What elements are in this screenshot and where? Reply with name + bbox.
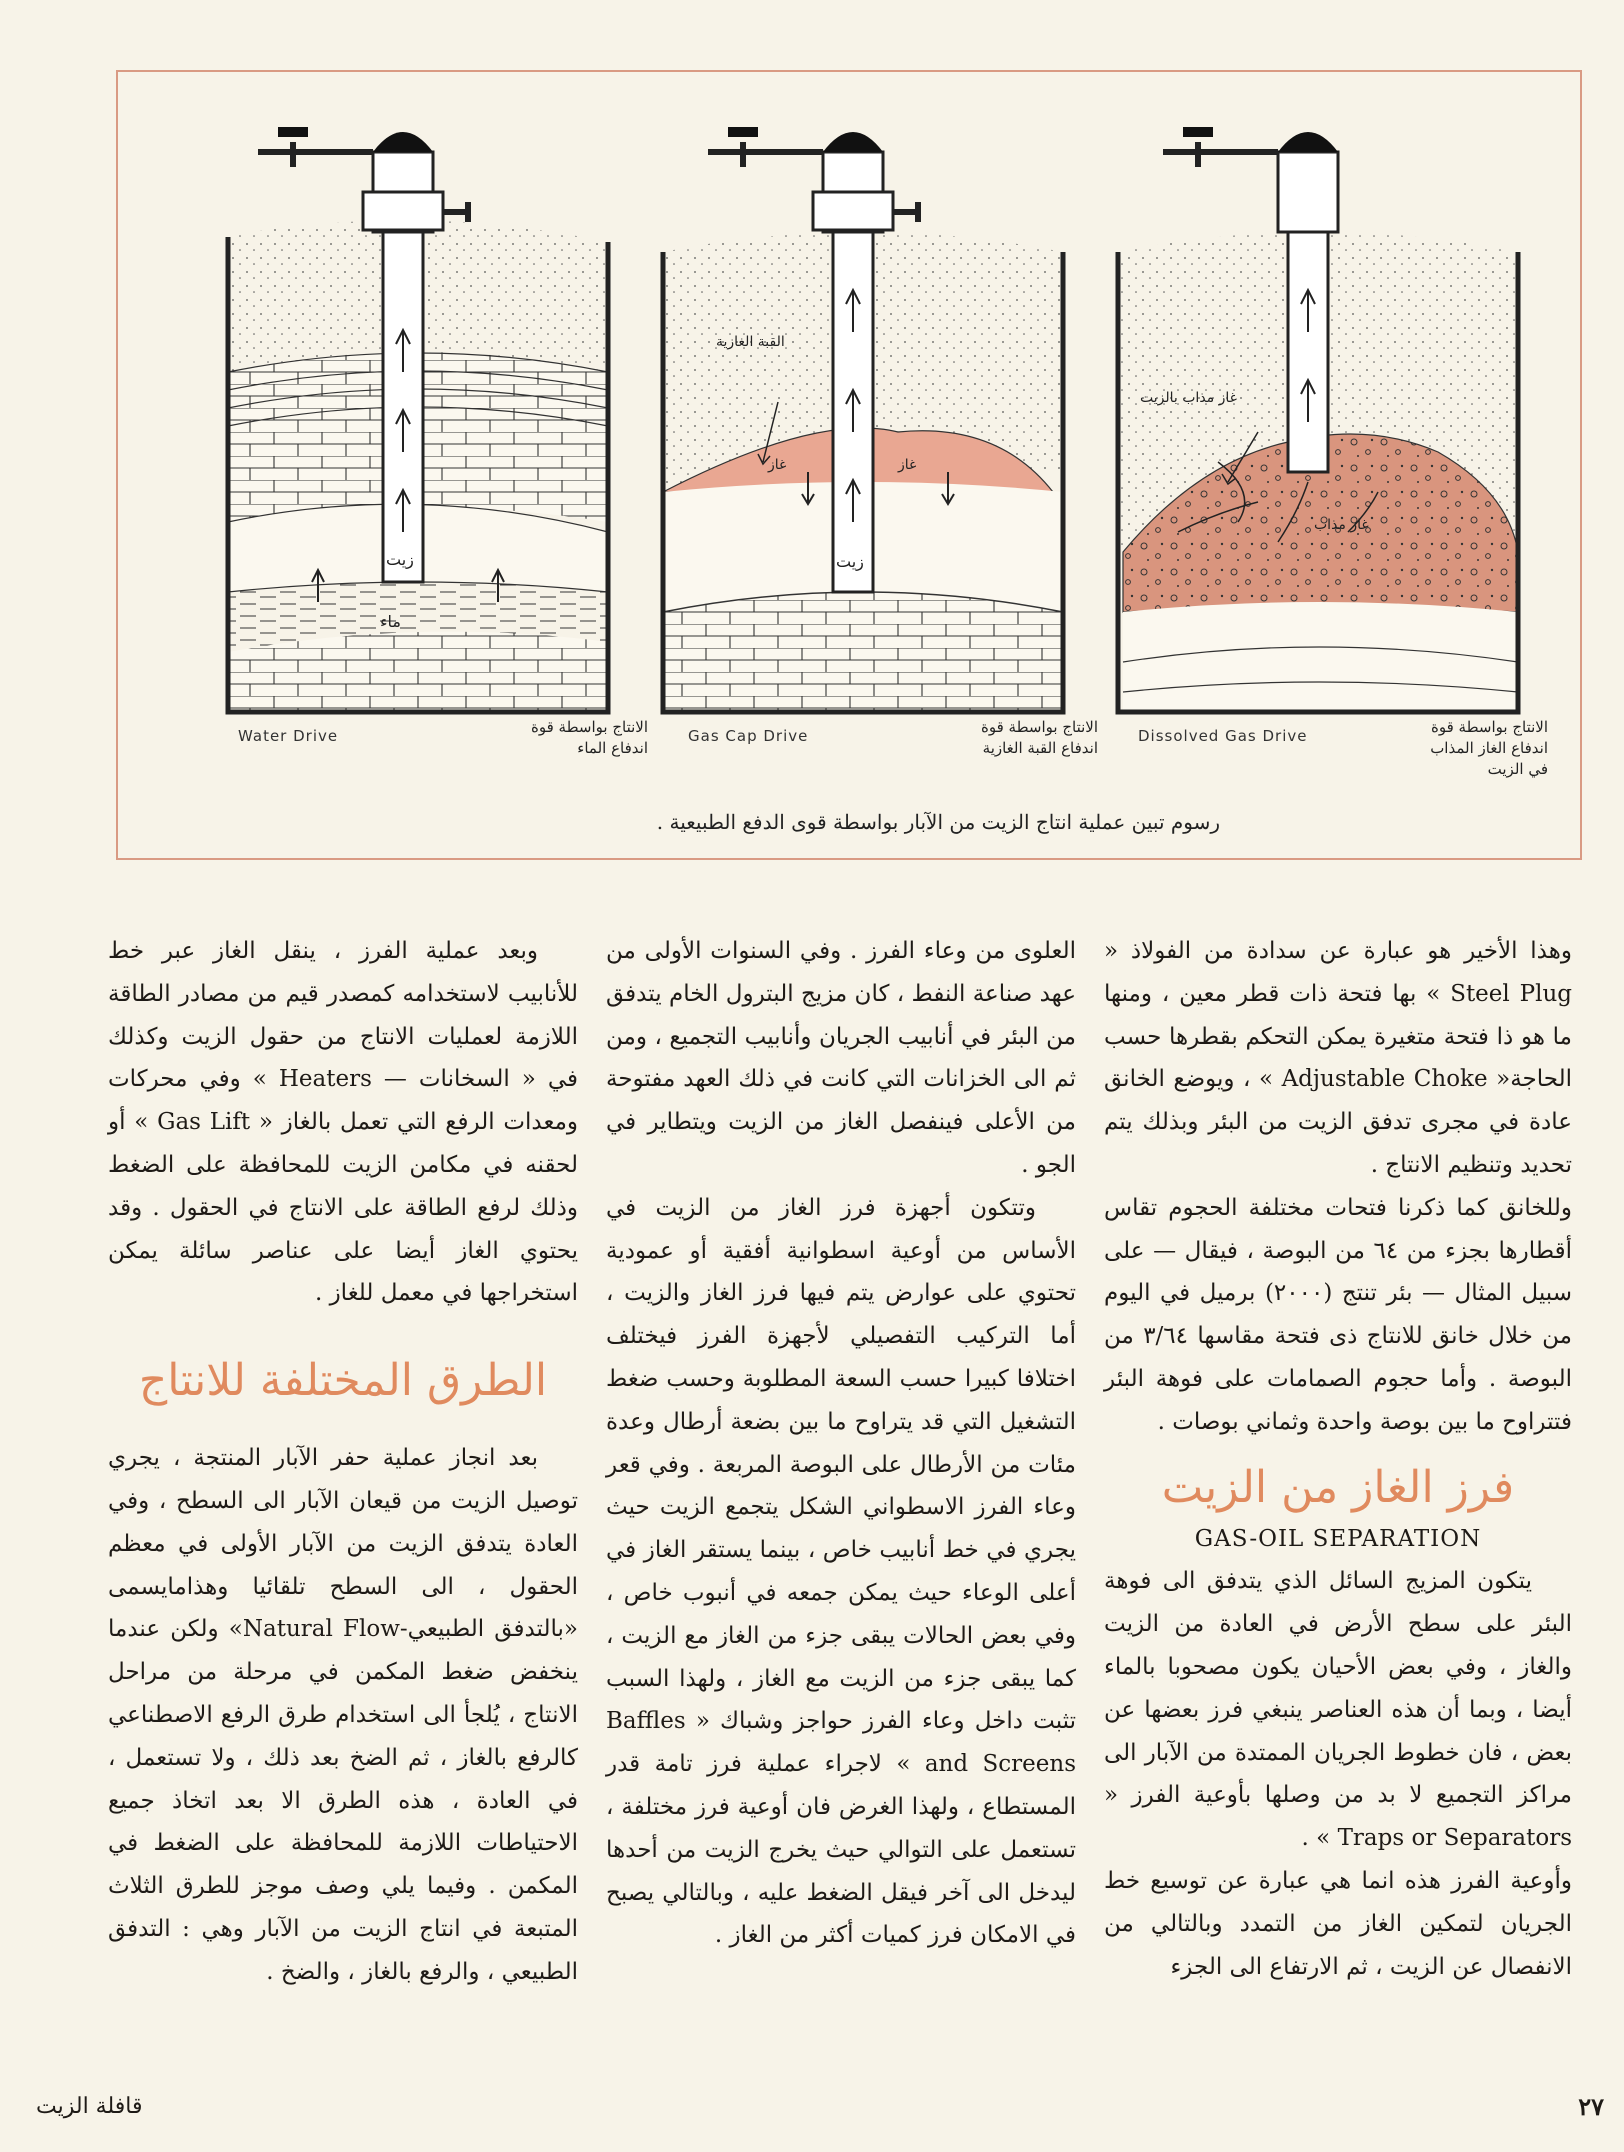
figure <box>116 70 1582 860</box>
label-water: ماء <box>380 612 401 631</box>
label-oil-2: زيت <box>836 552 864 571</box>
label-oil-1: زيت <box>386 550 414 569</box>
label-gas-in-oil: غاز مذاب بالزيت <box>1140 390 1237 406</box>
paragraph: وبعد عملية الفرز ، ينقل الغاز عبر خط للأنابيب لاستخدامه كمصدر قيم من مصادر الطاقة اللازمة لعمليات الانتاج من حقول الزيت وكذلك في « السخانات — Heaters » وفي محركات ومعدات الرفع التي تعمل بالغاز « Gas Lift » أو لحقنه في مكامن الزيت للمحافظة على الضغط وذلك لرفع الطاقة على الانتاج في الحقول . وقد يحتوي الغاز أيضا على عناصر سائلة يمكن استخراجها في معمل للغاز . <box>108 938 578 1307</box>
caption-ar <box>1378 717 1548 780</box>
column-middle <box>606 930 1076 1957</box>
caption-ar <box>478 717 648 759</box>
caption-ar-line: اندفاع الغاز المذاب <box>1430 739 1548 757</box>
column-left <box>108 930 578 1994</box>
label-gas-cap: القبة الغازية <box>716 334 785 350</box>
page-number: ٢٧ <box>1578 2092 1604 2121</box>
paragraph: وتتكون أجهزة فرز الغاز من الزيت في الأساس من أوعية اسطوانية أفقية أو عمودية تحتوي على عوارض يتم فيها فرز الغاز والزيت ، أما التركيب التفصيلي لأجهزة الفرز فيختلف اختلافا كبيرا حسب السعة المطلوبة وحسب ضغط التشغيل التي قد يتراوح ما بين بضعة أرطال وعدة مئات من الأرطال على البوصة المربعة . وفي قعر وعاء الفرز الاسطواني الشكل يتجمع الزيت حيث يجري في خط أنابيب خاص ، بينما يستقر الغاز في أعلى الوعاء حيث يمكن جمعه في أنبوب خاص ، وفي بعض الحالات يبقى جزء من الغاز مع الزيت ، كما يبقى جزء من الزيت مع الغاز ، ولهذا السبب تثبت داخل وعاء الفرز حواجز وشباك « Baffles and Screens » لاجراء عملية فرز تامة قدر المستطاع ، ولهذا الغرض فان أوعية فرز مختلفة ، تستعمل على التوالي حيث يخرج الزيت من أحدها ليدخل الى آخر فيقل الضغط عليه ، وبالتالي يصبح في الامكان فرز كميات أكثر من الغاز . <box>606 1194 1076 1949</box>
caption-ar <box>928 717 1098 759</box>
panel-dissolved-gas-drive <box>1118 127 1518 712</box>
caption-ar-line: الانتاج بواسطة قوة <box>531 718 648 736</box>
caption-ar-line: اندفاع القبة الغازية <box>982 739 1098 757</box>
caption-ar-line: الانتاج بواسطة قوة <box>1431 718 1548 736</box>
caption-en: Gas Cap Drive <box>688 727 809 745</box>
section-title-production-methods: الطرق المختلفة للانتاج <box>138 1355 548 1407</box>
label-gas-right: غاز <box>898 457 917 473</box>
paragraph: وهذا الأخير هو عبارة عن سدادة من الفولاذ « Steel Plug » بها فتحة ذات قطر معين ، ومنها ما هو ذا فتحة متغيرة يمكن التحكم بقطرها حسب الحاجة« Adjustable Choke » ، ويوضع الخانق عادة في مجرى تدفق الزيت من البئر وبذلك يتم تحديد وتنظيم الانتاج . <box>1104 938 1572 1178</box>
caption-en: Dissolved Gas Drive <box>1138 727 1308 745</box>
caption-ar-line: الانتاج بواسطة قوة <box>981 718 1098 736</box>
paragraph: يتكون المزيج السائل الذي يتدفق الى فوهة البئر على سطح الأرض في العادة من الزيت والغاز ، وفي بعض الأحيان يكون مصحوبا بالماء أيضا ، وبما أن هذه العناصر ينبغي فرز بعضها عن بعض ، فان خطوط الجريان الممتدة من الآبار الى مراكز التجميع لا بد من وصلها بأوعية الفرز « Traps or Separators » . <box>1104 1568 1572 1852</box>
caption-ar-line: اندفاع الماء <box>577 739 648 757</box>
paragraph: وأوعية الفرز هذه انما هي عبارة عن توسيع خط الجريان لتمكين الغاز من التمدد وبالتالي من الانفصال عن الزيت ، ثم الارتفاع الى الجزء <box>1104 1867 1572 1980</box>
label-dissolved-gas: غاز مذاب <box>1314 517 1369 533</box>
caption-en: Water Drive <box>238 727 339 745</box>
paragraph: العلوى من وعاء الفرز . وفي السنوات الأولى من عهد صناعة النفط ، كان مزيج البترول الخام يتدفق من البئر في أنابيب الجريان وأنابيب التجميع ، ومن ثم الى الخزانات التي كانت في ذلك العهد مفتوحة من الأعلى فينفصل الغاز من الزيت ويتطاير في الجو . <box>606 938 1076 1178</box>
panel-gas-cap-drive <box>663 127 1063 712</box>
column-right <box>1104 930 1572 1988</box>
magazine-name: قافلة الزيت <box>36 2094 143 2119</box>
section-title-gas-oil-separation: فرز الغاز من الزيت <box>1161 1461 1515 1513</box>
caption-ar-line: في الزيت <box>1487 760 1548 778</box>
figure-caption: رسوم تبين عملية انتاج الزيت من الآبار بواسطة قوى الدفع الطبيعية . <box>656 810 1220 834</box>
panel-water-drive <box>228 127 608 712</box>
section-subtitle: GAS-OIL SEPARATION <box>1194 1525 1482 1552</box>
paragraph: بعد انجاز عملية حفر الآبار المنتجة ، يجري توصيل الزيت من قيعان الآبار الى السطح ، وفي العادة يتدفق الزيت من الآبار الأولى في معظم الحقول ، الى السطح تلقائيا وهذامايسمى «بالتدفق الطبيعي-Natural Flow» ولكن عندما ينخفض ضغط المكمن في مرحلة من مراحل الانتاج ، يُلجأ الى استخدام طرق الرفع الاصطناعي كالرفع بالغاز ، ثم الضخ بعد ذلك ، ولا تستعمل ، في العادة ، هذه الطرق الا بعد اتخاذ جميع الاحتياطات اللازمة للمحافظة على الضغط في المكمن . وفيما يلي وصف موجز للطرق الثلاث المتبعة في انتاج الزيت من الآبار وهي : التدفق الطبيعي ، والرفع بالغاز ، والضخ . <box>108 1445 578 1985</box>
paragraph: وللخانق كما ذكرنا فتحات مختلفة الحجوم تقاس أقطارها بجزء من ٦٤ من البوصة ، فيقال — على سبيل المثال — بئر تنتج (٢٠٠٠) برميل في اليوم من خلال خانق للانتاج ذى فتحة مقاسها ٣/٦٤ من البوصة . وأما حجوم الصمامات على فوهة البئر فتتراوح ما بين بوصة واحدة وثماني بوصات . <box>1104 1194 1572 1435</box>
label-gas-left: غاز <box>768 457 787 473</box>
